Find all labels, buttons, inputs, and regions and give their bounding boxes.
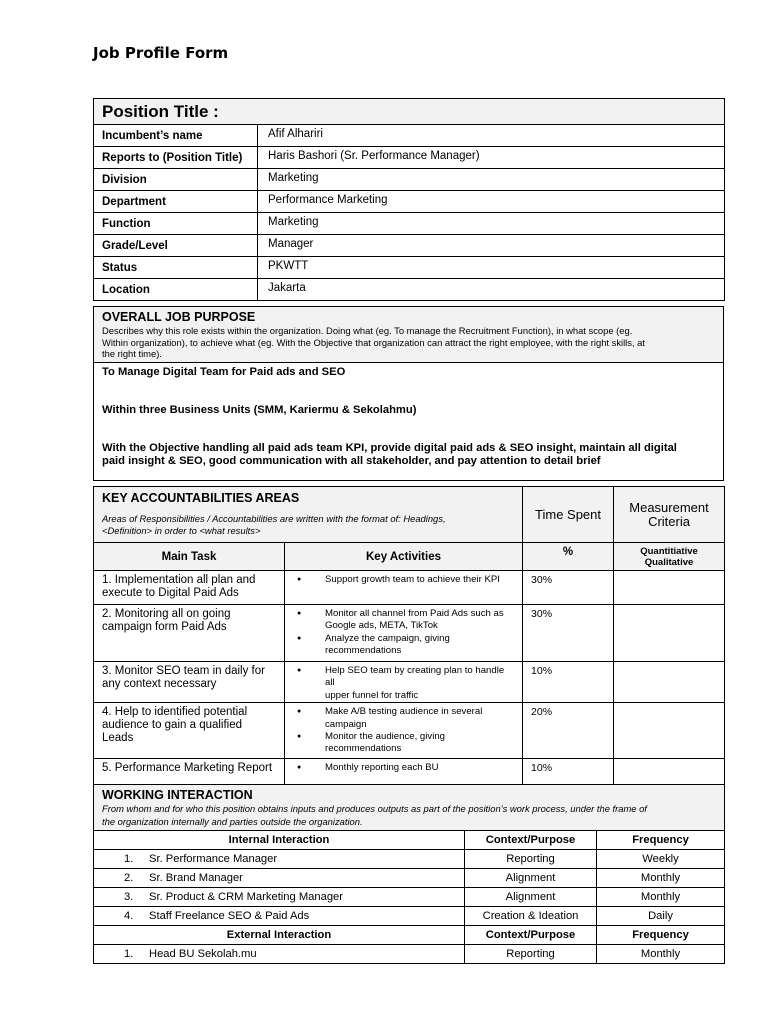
table-row <box>94 888 725 907</box>
accountabilities-header <box>94 487 523 543</box>
key-activities <box>285 703 523 759</box>
reports-to-label: Reports to (Position Title) <box>94 147 258 169</box>
interaction-frequency: Weekly <box>597 850 725 869</box>
row-name: Staff Freelance SEO & Paid Ads <box>149 910 310 922</box>
context-purpose-header: Context/Purpose <box>465 926 597 945</box>
department-value: Performance Marketing <box>258 191 725 213</box>
key-activities <box>285 662 523 703</box>
internal-interaction-header: Internal Interaction <box>94 831 465 850</box>
row-name: Sr. Brand Manager <box>149 872 243 884</box>
key-activities-header: Key Activities <box>285 543 523 571</box>
purpose-paragraph <box>102 366 715 379</box>
purpose-paragraph <box>102 404 715 417</box>
working-interaction-header <box>94 785 725 831</box>
context-purpose-header: Context/Purpose <box>465 831 597 850</box>
task-line: 5. Performance Marketing Report <box>102 762 273 775</box>
row-name: Head BU Sekolah.mu <box>149 948 257 960</box>
list-item <box>297 706 514 731</box>
table-row <box>94 703 725 759</box>
activity-line: ● Help SEO team by creating plan to handle all <box>325 665 505 689</box>
form-title: Job Profile Form <box>93 44 229 62</box>
job-purpose-description <box>102 325 715 360</box>
interaction-name <box>94 850 465 869</box>
external-interaction-header: External Interaction <box>94 926 465 945</box>
purpose-line: paid insight & SEO, good communication with all stakeholder, and pay attention to detail brief <box>102 455 601 467</box>
time-spent-value: 10% <box>523 759 614 788</box>
measurement-cell <box>614 605 725 662</box>
interaction-context: Alignment <box>465 869 597 888</box>
list-item <box>297 574 514 586</box>
purpose-paragraph <box>102 442 715 468</box>
interaction-frequency: Monthly <box>597 888 725 907</box>
job-purpose-title: OVERALL JOB PURPOSE <box>102 310 256 324</box>
task-line: Leads <box>102 732 134 745</box>
interaction-name <box>94 945 465 964</box>
activity-line: campaign <box>325 718 367 730</box>
main-task <box>94 571 285 605</box>
position-title-heading: Position Title : <box>94 99 725 125</box>
working-interaction-table <box>93 784 725 964</box>
row-number: 3. <box>124 891 134 903</box>
division-value: Marketing <box>258 169 725 191</box>
function-label: Function <box>94 213 258 235</box>
interaction-description-line: the organization internally and parties outside the organization. <box>102 816 363 827</box>
purpose-line: To Manage Digital Team for Paid ads and SEO <box>102 366 346 378</box>
row-number: 2. <box>124 872 134 884</box>
list-item <box>297 633 514 658</box>
task-line: 1. Implementation all plan and <box>102 574 256 586</box>
percent-header: % <box>523 543 614 571</box>
interaction-frequency: Monthly <box>597 869 725 888</box>
table-row <box>94 605 725 662</box>
interaction-name <box>94 888 465 907</box>
key-accountabilities-table <box>93 486 725 788</box>
time-spent-value: 10% <box>523 662 614 703</box>
key-activities <box>285 571 523 605</box>
grade-label: Grade/Level <box>94 235 258 257</box>
task-line: 3. Monitor SEO team in daily for <box>102 665 265 677</box>
accountabilities-title: KEY ACCOUNTABILITIES AREAS <box>102 491 300 505</box>
measurement-criteria-header <box>614 487 725 543</box>
job-purpose-body <box>94 363 723 468</box>
activity-line: upper funnel for traffic <box>325 689 419 701</box>
table-row <box>94 662 725 703</box>
quant-line: Qualitative <box>644 556 694 568</box>
external-header-row <box>94 926 725 945</box>
frequency-header: Frequency <box>597 831 725 850</box>
working-interaction-description <box>102 802 716 828</box>
measurement-cell <box>614 571 725 605</box>
incumbent-value: Afif Alhariri <box>258 125 725 147</box>
time-spent-header: Time Spent <box>523 487 614 543</box>
status-label: Status <box>94 257 258 279</box>
frequency-header: Frequency <box>597 926 725 945</box>
main-task <box>94 703 285 759</box>
main-task <box>94 662 285 703</box>
interaction-frequency: Daily <box>597 907 725 926</box>
activity-line: ● Make A/B testing audience in several <box>325 706 483 718</box>
row-number: 1. <box>124 948 134 960</box>
activity-line: ● Support growth team to achieve their KPI <box>325 574 500 585</box>
row-number: 4. <box>124 910 134 922</box>
accountabilities-description-line: <Definition> in order to <what results> <box>102 525 261 536</box>
main-task-header: Main Task <box>94 543 285 571</box>
quant-line: Quantitiative <box>640 545 698 557</box>
table-row <box>94 907 725 926</box>
task-line: campaign form Paid Ads <box>102 621 227 633</box>
table-row <box>94 850 725 869</box>
department-label: Department <box>94 191 258 213</box>
activity-line: ● Monitor all channel from Paid Ads such as <box>325 608 504 619</box>
accountabilities-description <box>102 513 514 537</box>
measurement-cell <box>614 703 725 759</box>
activity-line: ● Analyze the campaign, giving <box>325 632 450 644</box>
interaction-name <box>94 907 465 926</box>
table-row <box>94 945 725 964</box>
task-line: any context necessary <box>102 678 217 690</box>
location-value: Jakarta <box>258 279 725 301</box>
job-purpose-description-line: Describes why this role exists within the organization. Doing what (eg. To manage the Recruitment Function), in what scope (eg. <box>102 325 633 336</box>
activity-line: ● Monitor the audience, giving <box>325 731 445 743</box>
list-item <box>297 608 514 633</box>
purpose-line: With the Objective handling all paid ads team KPI, provide digital paid ads & SEO insight, maintain all digital <box>102 442 677 454</box>
measurement-cell <box>614 662 725 703</box>
interaction-description-line: From whom and for who this position obtains inputs and produces outputs as part of the position’s work process, under the frame of <box>102 803 647 814</box>
function-value: Marketing <box>258 213 725 235</box>
interaction-frequency: Monthly <box>597 945 725 964</box>
division-label: Division <box>94 169 258 191</box>
task-line: audience to gain a qualified <box>102 719 243 732</box>
key-activities <box>285 605 523 662</box>
job-purpose-description-line: Within organization), to achieve what (eg. With the Objective that organization can attract the right employee, with the right skills, at <box>102 336 645 348</box>
grade-value: Manager <box>258 235 725 257</box>
interaction-context: Reporting <box>465 945 597 964</box>
measurement-line: Criteria <box>648 513 690 529</box>
reports-to-value: Haris Bashori (Sr. Performance Manager) <box>258 147 725 169</box>
list-item <box>297 665 514 702</box>
job-purpose-section <box>93 306 724 481</box>
activity-line: ● Monthly reporting each BU <box>325 762 439 774</box>
activity-line: Google ads, META, TikTok <box>325 620 438 632</box>
time-spent-value: 20% <box>523 703 614 759</box>
list-item <box>297 762 514 774</box>
row-name: Sr. Product & CRM Marketing Manager <box>149 891 343 903</box>
task-line: 2. Monitoring all on going <box>102 608 231 620</box>
job-purpose-description-line: the right time). <box>102 348 162 359</box>
status-value: PKWTT <box>258 257 725 279</box>
accountabilities-description-line: Areas of Responsibilities / Accountabilities are written with the format of: Headings, <box>102 513 446 524</box>
interaction-name <box>94 869 465 888</box>
activity-line: recommendations <box>325 743 402 755</box>
interaction-context: Creation & Ideation <box>465 907 597 926</box>
task-line: execute to Digital Paid Ads <box>102 587 239 599</box>
table-row <box>94 571 725 605</box>
table-row <box>94 869 725 888</box>
interaction-context: Reporting <box>465 850 597 869</box>
activity-line: recommendations <box>325 645 402 657</box>
time-spent-value: 30% <box>523 571 614 605</box>
quant-qual-header <box>614 543 725 571</box>
measurement-line: Measurement <box>629 499 709 515</box>
interaction-context: Alignment <box>465 888 597 907</box>
internal-header-row <box>94 831 725 850</box>
row-name: Sr. Performance Manager <box>149 853 278 865</box>
time-spent-value: 30% <box>523 605 614 662</box>
task-line: 4. Help to identified potential <box>102 706 248 719</box>
main-task <box>94 605 285 662</box>
row-number: 1. <box>124 853 134 865</box>
working-interaction-title: WORKING INTERACTION <box>102 788 253 802</box>
incumbent-label: Incumbent’s name <box>94 125 258 147</box>
purpose-line: Within three Business Units (SMM, Kariermu & Sekolahmu) <box>102 404 417 416</box>
location-label: Location <box>94 279 258 301</box>
list-item <box>297 731 514 756</box>
position-table <box>93 98 725 301</box>
job-purpose-header <box>94 307 723 363</box>
